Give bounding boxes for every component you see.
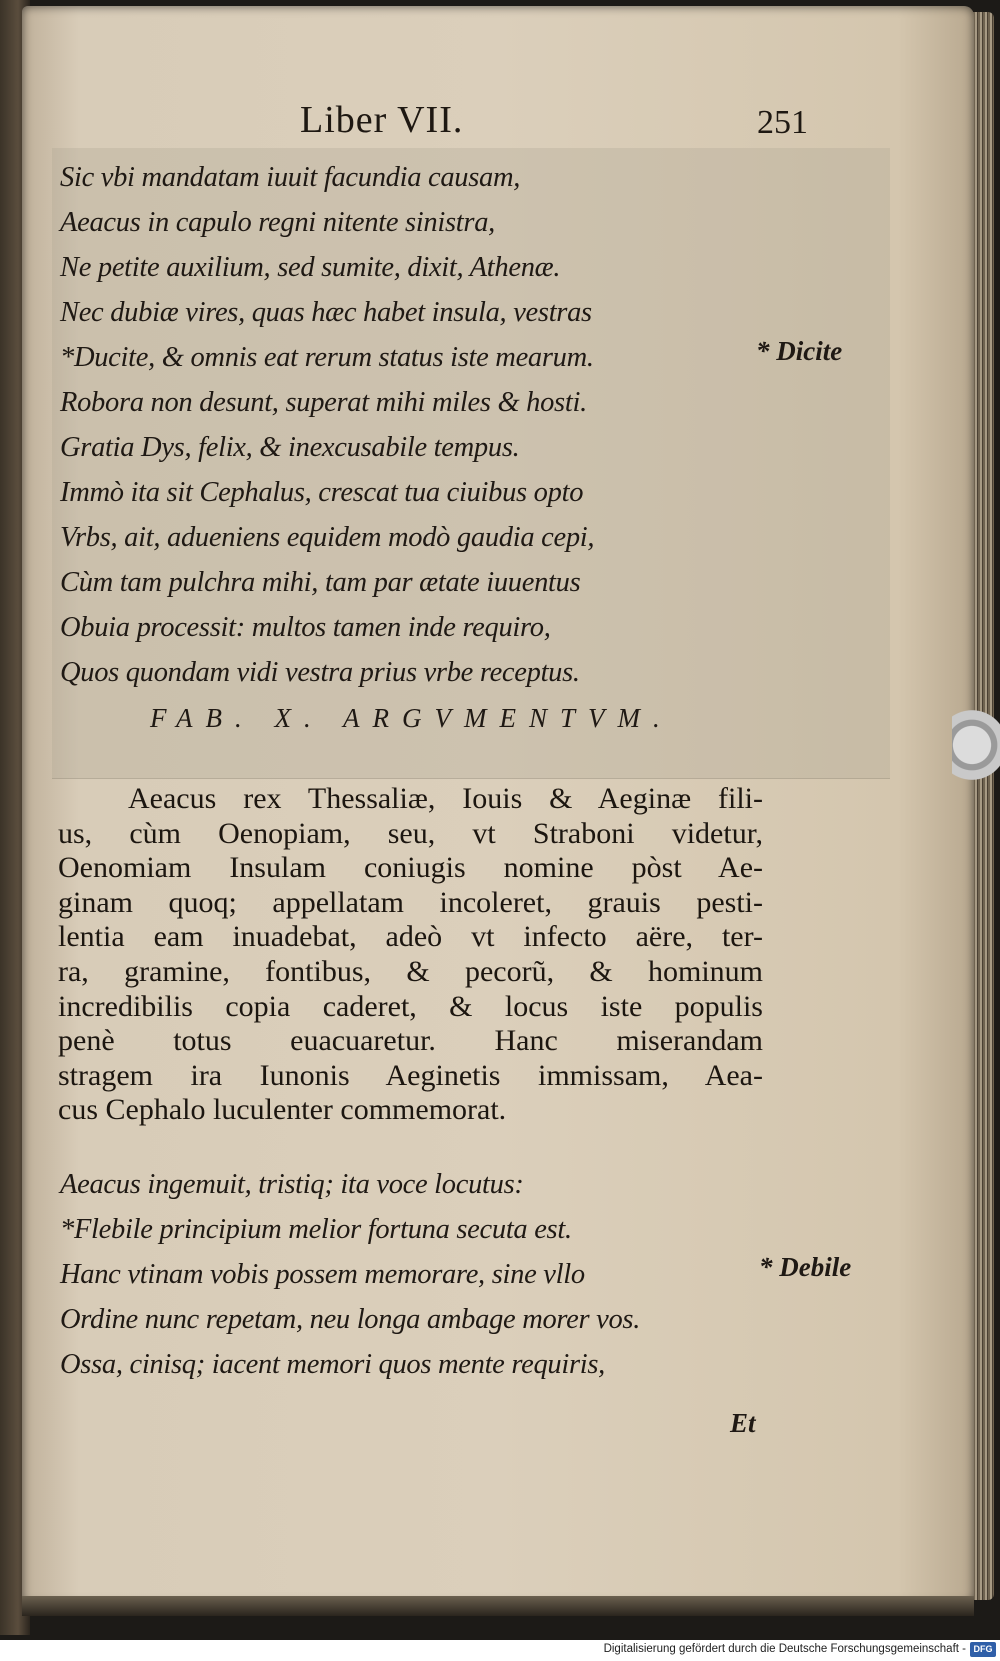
footer-credit: Digitalisierung gefördert durch die Deutsche Forschungsgemeinschaft -: [603, 1643, 966, 1655]
verse-line: Vrbs, ait, adueniens equidem modò gaudia cepi,: [60, 522, 595, 553]
page-header: [0, 98, 1000, 148]
dfg-logo: DFG: [970, 1642, 996, 1657]
page-clip: [952, 690, 1000, 800]
prose-line: penè totus euacuaretur. Hanc miserandam: [58, 1024, 763, 1058]
prose-line: us, cùm Oenopiam, seu, vt Straboni videtur,: [58, 816, 763, 850]
prose-line: ginam quoq; appellatam incoleret, grauis pesti-: [58, 885, 763, 919]
verse-line: Quos quondam vidi vestra prius vrbe receptus.: [60, 657, 580, 688]
verse-line: Ossa, cinisq; iacent memori quos mente requiris,: [60, 1349, 605, 1380]
running-head: Liber VII.: [300, 99, 464, 141]
digitization-footer: [0, 1640, 1000, 1661]
verse-line: Immò ita sit Cephalus, crescat tua ciuibus opto: [60, 477, 584, 508]
prose-line: ra, gramine, fontibus, & pecorũ, & hominum: [58, 954, 763, 988]
verse-block-1: [60, 155, 760, 695]
prose-line: stragem ira Iunonis Aeginetis immissam, Aea-: [58, 1058, 763, 1092]
margin-note: * Dicite: [756, 336, 843, 366]
prose-line: Aeacus rex Thessaliæ, Iouis & Aeginæ fili-: [128, 782, 763, 815]
verse-line: Aeacus ingemuit, tristiq; ita voce locutus:: [60, 1169, 524, 1200]
verse-line: Obuia processit: multos tamen inde requiro,: [60, 612, 551, 643]
verse-line: Nec dubiæ vires, quas hæc habet insula, vestras: [60, 297, 592, 328]
fable-heading: FAB. X. ARGVMENTVM.: [150, 703, 673, 733]
catchword: Et: [730, 1408, 756, 1438]
verse-line: Robora non desunt, superat mihi miles & hosti.: [60, 387, 587, 418]
page-number: 251: [757, 104, 808, 141]
verse-line: Cùm tam pulchra mihi, tam par ætate iuuentus: [60, 567, 581, 598]
prose-line: lentia eam inuadebat, adeò vt infecto aëre, ter-: [58, 920, 763, 954]
margin-note: * Debile: [759, 1252, 852, 1282]
verse-line: *Ducite, & omnis eat rerum status iste mearum.: [60, 342, 594, 373]
prose-line: Oenomiam Insulam coniugis nomine pòst Ae-: [58, 851, 763, 885]
book-bottom-edge: [22, 1596, 974, 1616]
verse-line: Sic vbi mandatam iuuit facundia causam,: [60, 162, 521, 193]
verse-line: Ordine nunc repetam, neu longa ambage morer vos.: [60, 1304, 641, 1335]
argument-prose: [58, 782, 763, 1128]
verse-line: Hanc vtinam vobis possem memorare, sine vllo: [60, 1259, 585, 1290]
verse-line: Gratia Dys, felix, & inexcusabile tempus.: [60, 432, 520, 463]
verse-line: Aeacus in capulo regni nitente sinistra,: [60, 207, 495, 238]
prose-line: cus Cephalo luculenter commemorat.: [58, 1093, 507, 1127]
verse-line: *Flebile principium melior fortuna secuta est.: [60, 1214, 572, 1245]
verse-block-2: [60, 1162, 760, 1387]
prose-line: incredibilis copia caderet, & locus iste populis: [58, 989, 763, 1023]
verse-line: Ne petite auxilium, sed sumite, dixit, Athenæ.: [60, 252, 561, 283]
